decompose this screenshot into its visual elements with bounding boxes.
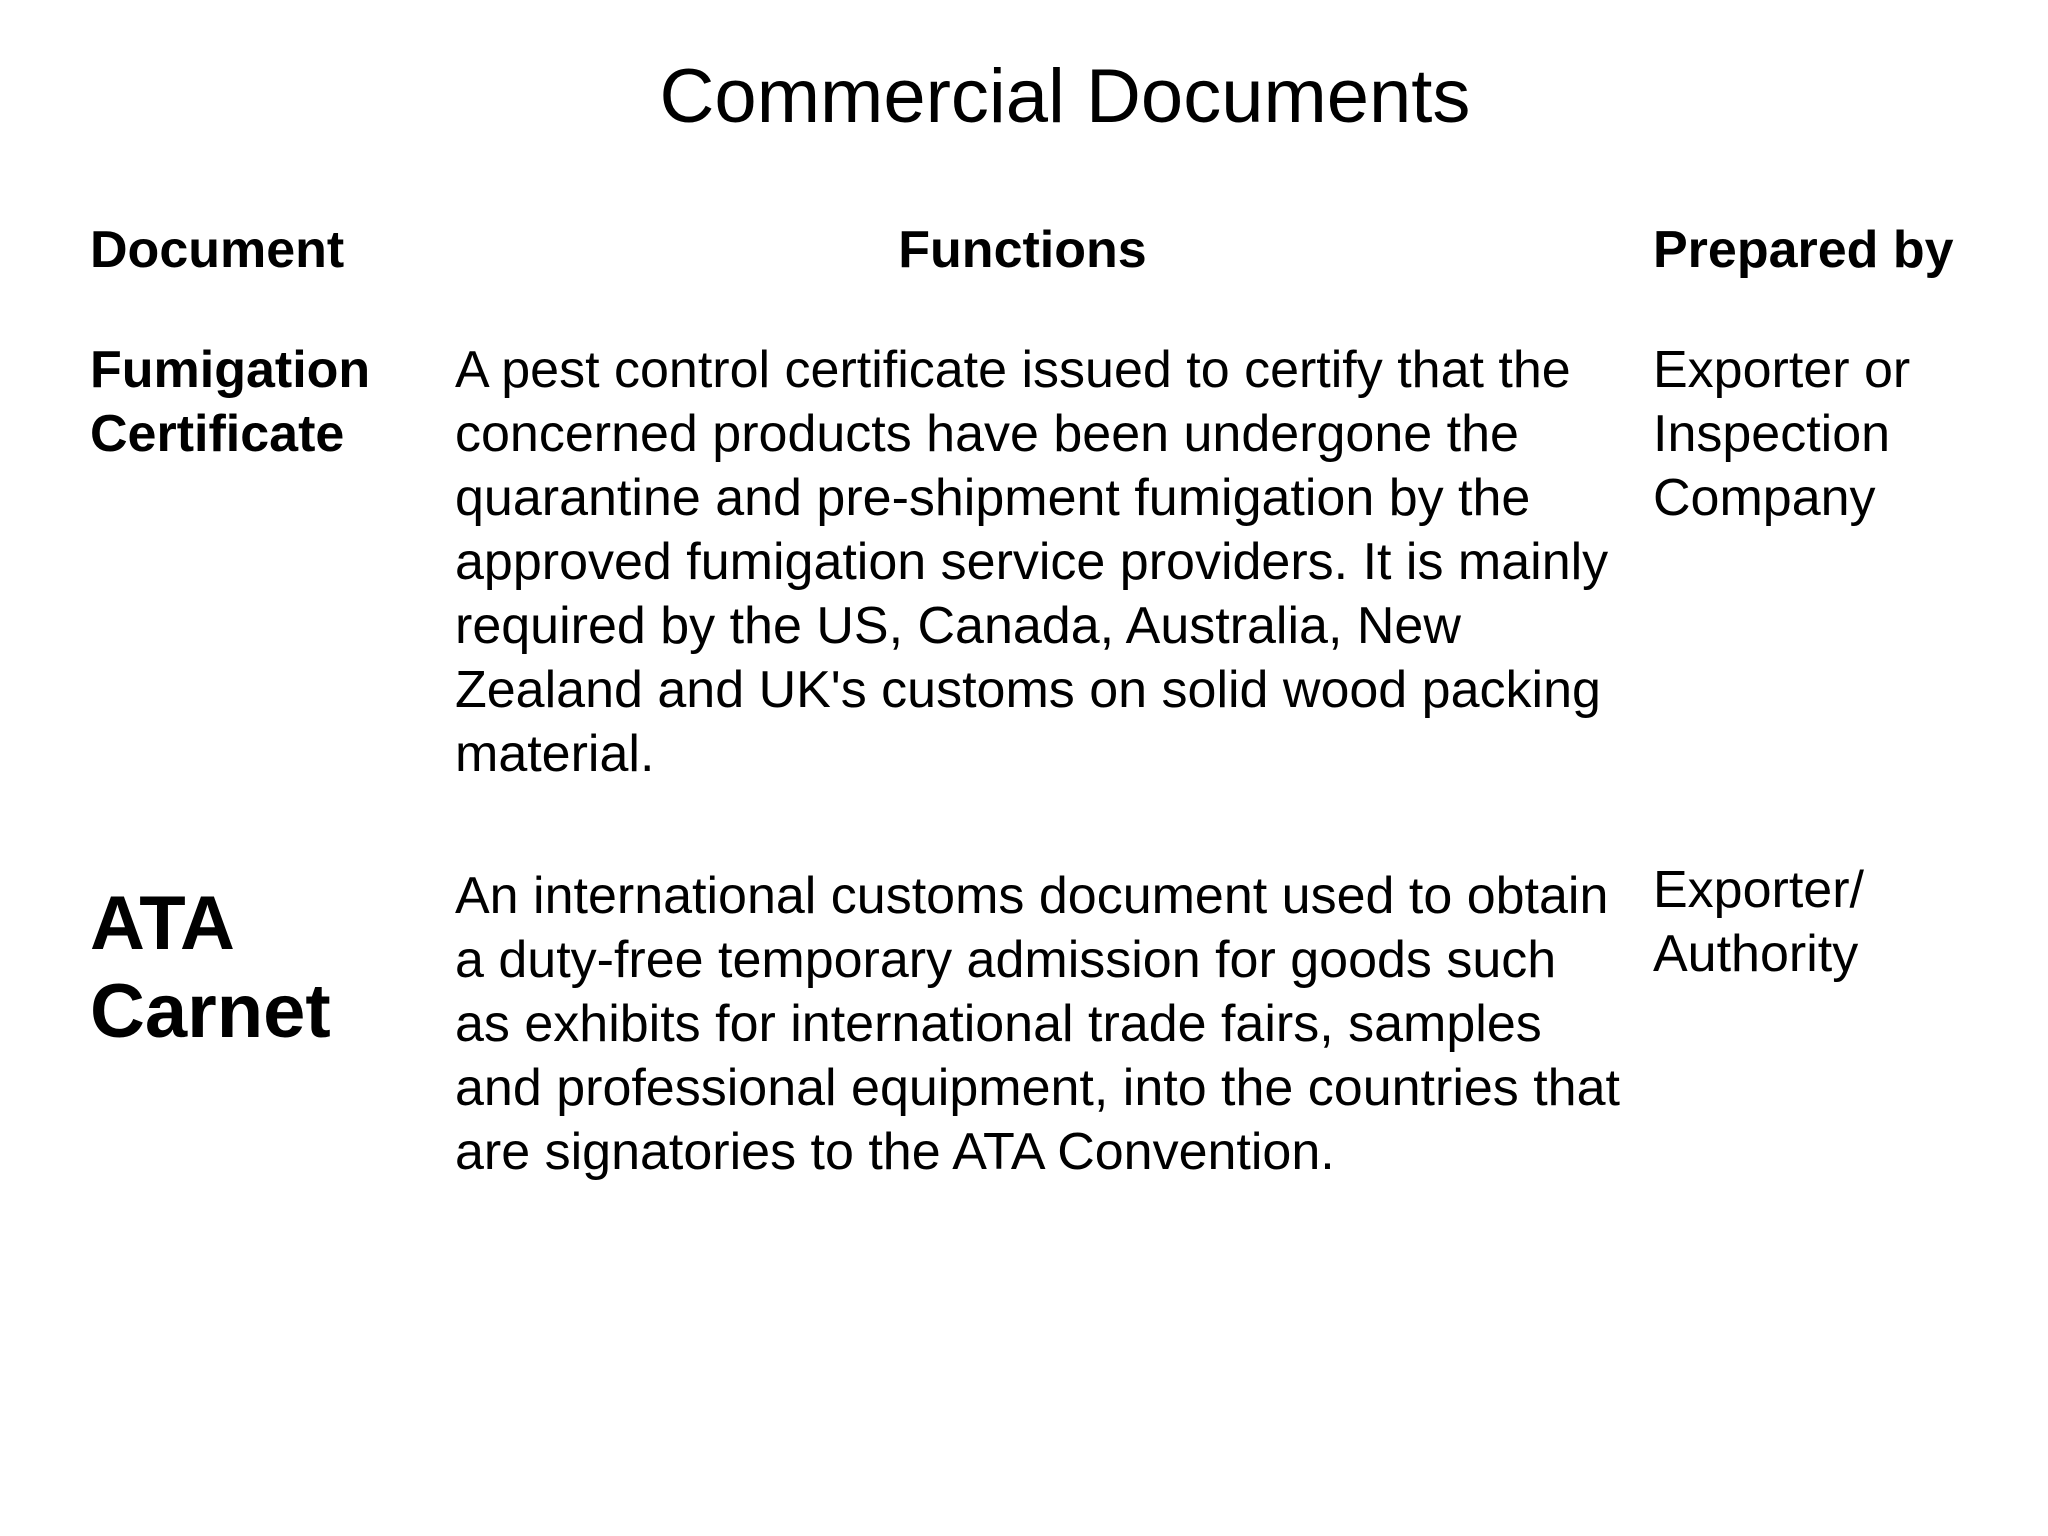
document-functions: A pest control certificate issued to certify that the concerned products have been undergone the quarantine and pre-shipment fumigation by the approved fumigation service providers. It is mainly required by the US, Canada, Australia, New Zealand and UK's customs on solid wood packing material. — [455, 341, 1609, 783]
document-name: ATA Carnet — [90, 881, 331, 1054]
column-header-functions: Functions — [898, 221, 1147, 279]
column-header-document: Document — [90, 221, 345, 279]
page-title: Commercial Documents — [659, 54, 1471, 139]
document-prepared-by: Exporter/ Authority — [1653, 861, 1864, 983]
document-name: Fumigation Certificate — [90, 341, 371, 463]
document-prepared-by: Exporter or Inspection Company — [1653, 341, 1911, 527]
column-header-prepared-by: Prepared by — [1653, 221, 1954, 279]
document-functions: An international customs document used to obtain a duty-free temporary admission for goods such as exhibits for international trade fairs, samples and professional equipment, into the countries that are signatories to the ATA Convention. — [455, 867, 1620, 1181]
